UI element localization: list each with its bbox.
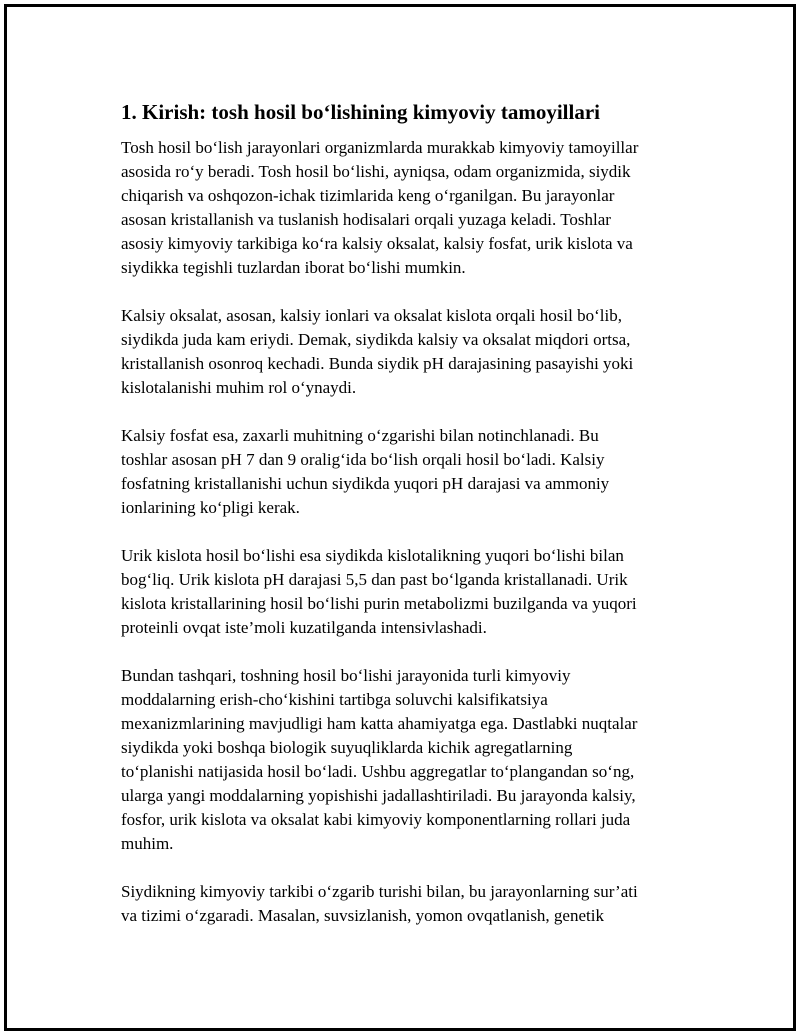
paragraph-line: asosiy kimyoviy tarkibiga ko‘ra kalsiy oksalat, kalsiy fosfat, urik kislota va [121,234,633,253]
paragraph-line: moddalarning erish-cho‘kishini tartibga soluvchi kalsifikatsiya [121,690,548,709]
body-paragraph [121,136,697,280]
paragraph-line: fosfatning kristallanishi uchun siydikda yuqori pH darajasi va ammoniy [121,474,610,493]
paragraph-line: muhim. [121,834,174,853]
document-content [121,98,697,952]
paragraph-line: proteinli ovqat iste’moli kuzatilganda intensivlashadi. [121,618,487,637]
paragraph-line: siydikka tegishli tuzlardan iborat bo‘lishi mumkin. [121,258,466,277]
paragraph-line: siydikda yoki boshqa biologik suyuqliklarda kichik agregatlarning [121,738,573,757]
paragraph-line: asosida ro‘y beradi. Tosh hosil bo‘lishi, ayniqsa, odam organizmida, siydik [121,162,631,181]
paragraph-line: kislotalanishi muhim rol o‘ynaydi. [121,378,357,397]
paragraph-line: chiqarish va oshqozon-ichak tizimlarida keng o‘rganilgan. Bu jarayonlar [121,186,615,205]
paragraph-line: Bundan tashqari, toshning hosil bo‘lishi jarayonida turli kimyoviy [121,666,571,685]
paragraph-line: ionlarining ko‘pligi kerak. [121,498,300,517]
paragraph-line: bog‘liq. Urik kislota pH darajasi 5,5 dan past bo‘lganda kristallanadi. Urik [121,570,628,589]
paragraph-container [121,136,697,928]
paragraph-line: kristallanish osonroq kechadi. Bunda siydik pH darajasining pasayishi yoki [121,354,634,373]
body-paragraph [121,664,697,856]
section-heading: 1. Kirish: tosh hosil bo‘lishining kimyoviy tamoyillari [121,100,600,124]
paragraph-line: Kalsiy oksalat, asosan, kalsiy ionlari va oksalat kislota orqali hosil bo‘lib, [121,306,622,325]
paragraph-line: siydikda juda kam eriydi. Demak, siydikda kalsiy va oksalat miqdori ortsa, [121,330,631,349]
paragraph-line: toshlar asosan pH 7 dan 9 oralig‘ida bo‘lish orqali hosil bo‘ladi. Kalsiy [121,450,605,469]
paragraph-line: kislota kristallarining hosil bo‘lishi purin metabolizmi buzilganda va yuqori [121,594,637,613]
paragraph-line: Urik kislota hosil bo‘lishi esa siydikda kislotalikning yuqori bo‘lishi bilan [121,546,624,565]
paragraph-line: Kalsiy fosfat esa, zaxarli muhitning o‘zgarishi bilan notinchlanadi. Bu [121,426,599,445]
paragraph-line: fosfor, urik kislota va oksalat kabi kimyoviy komponentlarning rollari juda [121,810,631,829]
body-paragraph [121,424,697,520]
page-frame [4,4,796,1031]
paragraph-line: Tosh hosil bo‘lish jarayonlari organizmlarda murakkab kimyoviy tamoyillar [121,138,639,157]
paragraph-line: mexanizmlarining mavjudligi ham katta ahamiyatga ega. Dastlabki nuqtalar [121,714,638,733]
body-paragraph [121,544,697,640]
paragraph-line: ularga yangi moddalarning yopishishi jadallashtiriladi. Bu jarayonda kalsiy, [121,786,636,805]
paragraph-line: asosan kristallanish va tuslanish hodisalari orqali yuzaga keladi. Toshlar [121,210,611,229]
paragraph-line: to‘planishi natijasida hosil bo‘ladi. Ushbu aggregatlar to‘plangandan so‘ng, [121,762,635,781]
paragraph-line: Siydikning kimyoviy tarkibi o‘zgarib turishi bilan, bu jarayonlarning sur’ati [121,882,638,901]
body-paragraph [121,880,697,928]
body-paragraph [121,304,697,400]
paragraph-line: va tizimi o‘zgaradi. Masalan, suvsizlanish, yomon ovqatlanish, genetik [121,906,604,925]
